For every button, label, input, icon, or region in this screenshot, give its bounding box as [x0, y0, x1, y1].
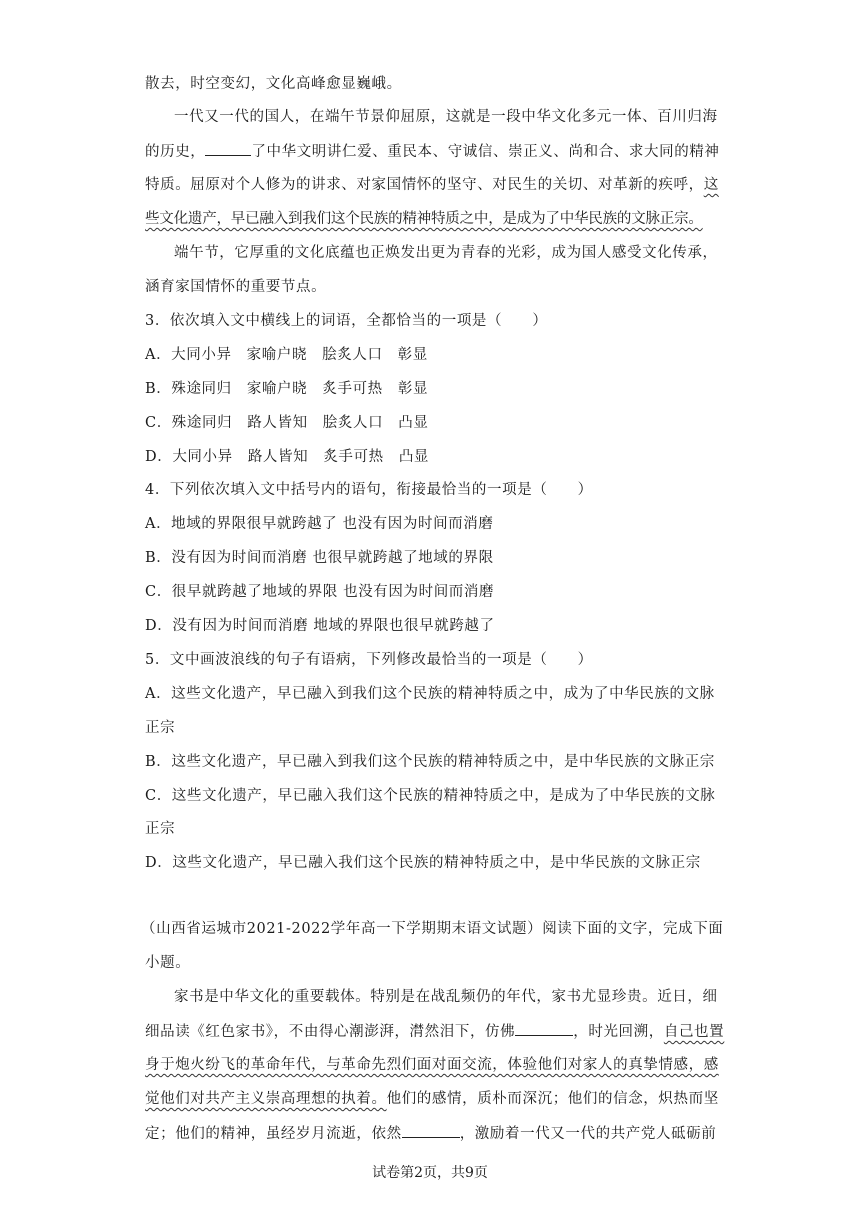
- q4-option-d: D．没有因为时间而消磨 地域的界限也很早就跨越了: [145, 618, 495, 634]
- passage-line: [145, 1021, 724, 1042]
- fill-blank: [402, 1123, 460, 1138]
- question-3-stem: 3．依次填入文中横线上的词语，全都恰当的一项是（ ）: [145, 313, 548, 329]
- q3-option-b: B．殊途同归 家喻户晓 炙手可热 彰显: [145, 381, 429, 397]
- q3-option-d: D．大同小异 路人皆知 炙手可热 凸显: [145, 449, 430, 465]
- q5-option-c: C．这些文化遗产，早已融入我们这个民族的精神特质之中，是成为了中华民族的文脉: [145, 788, 716, 804]
- question-4-stem: 4．下列依次填入文中括号内的语句，衔接最恰当的一项是（ ）: [145, 482, 593, 498]
- q5-option-b: B．这些文化遗产，早已融入到我们这个民族的精神特质之中，是中华民族的文脉正宗: [145, 754, 715, 770]
- passage-line: 涵育家国情怀的重要节点。: [145, 279, 327, 295]
- text: 定；他们的精神，虽经岁月流逝，依然: [145, 1126, 402, 1142]
- q4-option-b: B．没有因为时间而消磨 也很早就跨越了地域的界限: [145, 550, 494, 566]
- q5-option-a: A．这些文化遗产，早已融入到我们这个民族的精神特质之中，成为了中华民族的文脉: [145, 686, 715, 702]
- passage-line: [145, 175, 719, 195]
- section-intro: 小题。: [145, 955, 191, 971]
- passage-line: 散去，时空变幻，文化高峰愈显巍峨。: [145, 76, 402, 92]
- text: ，激励着一代又一代的共产党人砥砺前: [459, 1126, 717, 1142]
- q5-option-a-cont: 正宗: [145, 720, 176, 736]
- passage-line: 一代又一代的国人，在端午节景仰屈原，这就是一段中华文化多元一体、百川归海: [174, 109, 718, 125]
- passage-line: [145, 141, 720, 162]
- text: 了中华文明讲仁爱、重民本、守诚信、崇正义、尚和合、求大同的精神: [251, 144, 720, 160]
- page-footer: 试卷第2页，共9页: [372, 1165, 488, 1181]
- q3-option-c: C．殊途同归 路人皆知 脍炙人口 凸显: [145, 415, 429, 431]
- passage-line: [145, 1055, 719, 1075]
- fill-blank: [205, 141, 251, 156]
- wavy-underlined-text: 自己也置: [663, 1024, 725, 1040]
- q5-option-c-cont: 正宗: [145, 821, 176, 837]
- q4-option-c: C．很早就跨越了地域的界限 也没有因为时间而消磨: [145, 584, 495, 600]
- passage-line: [145, 1089, 719, 1109]
- q5-option-d: D．这些文化遗产，早已融入我们这个民族的精神特质之中，是中华民族的文脉正宗: [145, 855, 701, 871]
- section-intro: （山西省运城市2021-2022学年高一下学期期末语文试题）阅读下面的文字，完成下面: [141, 921, 724, 937]
- text: 细品读《红色家书》，不由得心潮澎湃，潸然泪下，仿佛: [145, 1024, 516, 1040]
- text: 特质。屈原对个人修为的讲求、对家国情怀的坚守、对民生的关切、对革新的疾呼，: [145, 177, 704, 193]
- passage-line: [145, 209, 703, 229]
- q4-option-a: A．地域的界限很早就跨越了 也没有因为时间而消磨: [145, 516, 494, 532]
- wavy-underlined-sentence: 觉他们对共产主义崇高理想的执着。: [145, 1091, 387, 1107]
- wavy-underlined-text: 这: [703, 177, 719, 193]
- passage-line: 端午节，它厚重的文化底蕴也正焕发出更为青春的光彩，成为国人感受文化传承，: [174, 245, 718, 261]
- question-5-stem: 5．文中画波浪线的句子有语病，下列修改最恰当的一项是（ ）: [145, 652, 593, 668]
- text: ，时光回溯，: [573, 1024, 664, 1040]
- text: 的历史，: [145, 144, 206, 160]
- text: 他们的感情，质朴而深沉；他们的信念，炽热而坚: [386, 1091, 719, 1107]
- q3-option-a: A．大同小异 家喻户晓 脍炙人口 彰显: [145, 347, 428, 363]
- fill-blank: [515, 1021, 573, 1036]
- passage-line: [145, 1123, 716, 1144]
- wavy-underlined-sentence: 些文化遗产，早已融入到我们这个民族的精神特质之中，是成为了中华民族的文脉正宗。: [145, 211, 703, 227]
- wavy-underlined-sentence: 身于炮火纷飞的革命年代，与革命先烈们面对面交流，体验他们对家人的真挚情感，感: [145, 1057, 719, 1073]
- passage-line: 家书是中华文化的重要载体。特别是在战乱频仍的年代，家书尤显珍贵。近日，细: [174, 989, 718, 1005]
